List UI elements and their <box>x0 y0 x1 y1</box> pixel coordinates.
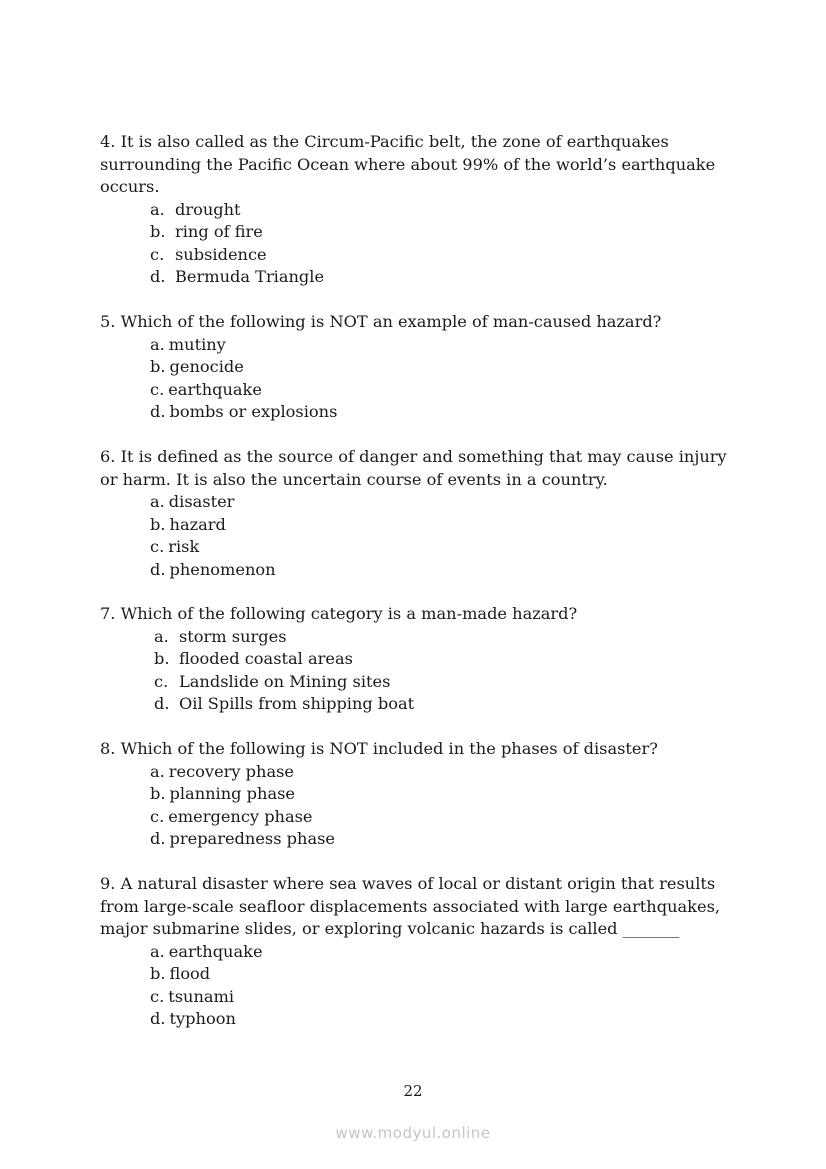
choice-text: Landslide on Mining sites <box>179 671 391 691</box>
choice-text: emergency phase <box>168 806 313 826</box>
choice-item <box>150 963 740 986</box>
choice-letter: c. <box>150 244 165 264</box>
question-6 <box>100 446 740 581</box>
choice-text: subsidence <box>175 244 267 264</box>
watermark: www.modyul.online <box>335 1124 491 1142</box>
choice-text: disaster <box>168 492 235 511</box>
choice-text: earthquake <box>168 379 262 399</box>
choice-item <box>150 559 740 582</box>
choice-text: planning phase <box>169 784 295 803</box>
choice-item <box>150 514 740 537</box>
question-stem: 6. It is defined as the source of danger and something that may cause injury or harm. It is also the uncertain course of events in a country. <box>100 447 727 489</box>
choice-letter: d. <box>150 559 166 579</box>
choice-letter: b. <box>150 357 166 376</box>
question-5 <box>100 311 740 424</box>
question-4 <box>100 131 740 289</box>
question-stem: 8. Which of the following is NOT included in the phases of disaster? <box>100 739 658 758</box>
question-9 <box>100 873 740 1031</box>
question-stem: 5. Which of the following is NOT an example of man-caused hazard? <box>100 312 662 331</box>
choice-letter: d. <box>154 694 170 713</box>
question-8 <box>100 738 740 851</box>
choice-item <box>150 536 740 559</box>
choice-letter: b. <box>150 784 166 803</box>
choice-text: storm surges <box>179 626 287 646</box>
choice-list <box>100 626 740 716</box>
choice-text: typhoon <box>169 1009 236 1028</box>
choice-item <box>150 244 740 267</box>
question-7 <box>100 603 740 716</box>
choice-text: Bermuda Triangle <box>175 267 325 286</box>
choice-item <box>150 806 740 829</box>
choice-item <box>150 356 740 379</box>
choice-list <box>100 941 740 1031</box>
choice-letter: c. <box>150 379 165 399</box>
choice-item <box>150 783 740 806</box>
choice-letter: c. <box>150 986 165 1006</box>
choice-letter: d. <box>150 1009 166 1028</box>
choice-text: Oil Spills from shipping boat <box>179 694 415 713</box>
choice-letter: a. <box>150 334 165 354</box>
choice-item <box>150 761 740 784</box>
choice-item <box>154 693 740 716</box>
choice-letter: a. <box>150 761 165 781</box>
choice-text: phenomenon <box>169 559 276 579</box>
choice-item <box>150 491 740 514</box>
choice-letter: a. <box>150 941 165 961</box>
page-number: 22 <box>403 1082 423 1100</box>
choice-text: ring of fire <box>175 222 263 241</box>
choice-text: drought <box>175 199 241 219</box>
choice-list <box>100 491 740 581</box>
choice-list <box>100 761 740 851</box>
question-stem: 4. It is also called as the Circum-Pacific belt, the zone of earthquakes surrounding the Pacific Ocean where about 99% of the world’s earthquake occurs. <box>100 132 716 196</box>
question-stem: 7. Which of the following category is a man-made hazard? <box>100 604 578 623</box>
choice-item <box>150 199 740 222</box>
question-stem: 9. A natural disaster where sea waves of local or distant origin that results from large-scale seafloor displacements associated with large earthquakes, major submarine slides, or exploring volcanic hazards is called _______ <box>100 874 721 938</box>
choice-item <box>150 334 740 357</box>
choice-text: preparedness phase <box>169 829 335 848</box>
choice-letter: c. <box>150 537 165 556</box>
choice-letter: b. <box>150 222 166 241</box>
choice-letter: d. <box>150 402 166 421</box>
choice-text: hazard <box>169 514 226 534</box>
choice-item <box>150 941 740 964</box>
choice-letter: c. <box>150 806 165 826</box>
choice-item <box>150 986 740 1009</box>
choice-text: recovery phase <box>168 761 295 781</box>
choice-letter: a. <box>154 626 169 646</box>
choice-item <box>150 266 740 289</box>
choice-letter: b. <box>150 514 166 534</box>
choice-letter: a. <box>150 492 165 511</box>
choice-letter: b. <box>150 964 166 983</box>
choice-item <box>154 648 740 671</box>
choice-item <box>150 401 740 424</box>
choice-letter: d. <box>150 829 166 848</box>
choice-item <box>154 626 740 649</box>
choice-letter: c. <box>154 671 169 691</box>
choice-list <box>100 199 740 289</box>
choice-list <box>100 334 740 424</box>
choice-letter: b. <box>154 649 170 668</box>
choice-text: genocide <box>169 357 244 376</box>
choice-item <box>150 828 740 851</box>
choice-text: mutiny <box>168 334 226 354</box>
choice-item <box>150 1008 740 1031</box>
choice-text: risk <box>168 537 200 556</box>
choice-letter: a. <box>150 199 165 219</box>
choice-text: earthquake <box>168 941 263 961</box>
choice-item <box>154 671 740 694</box>
choice-item <box>150 221 740 244</box>
choice-text: tsunami <box>168 986 235 1006</box>
choice-text: bombs or explosions <box>169 402 338 421</box>
choice-text: flooded coastal areas <box>179 649 353 668</box>
choice-item <box>150 379 740 402</box>
choice-text: flood <box>169 964 211 983</box>
choice-letter: d. <box>150 267 166 286</box>
